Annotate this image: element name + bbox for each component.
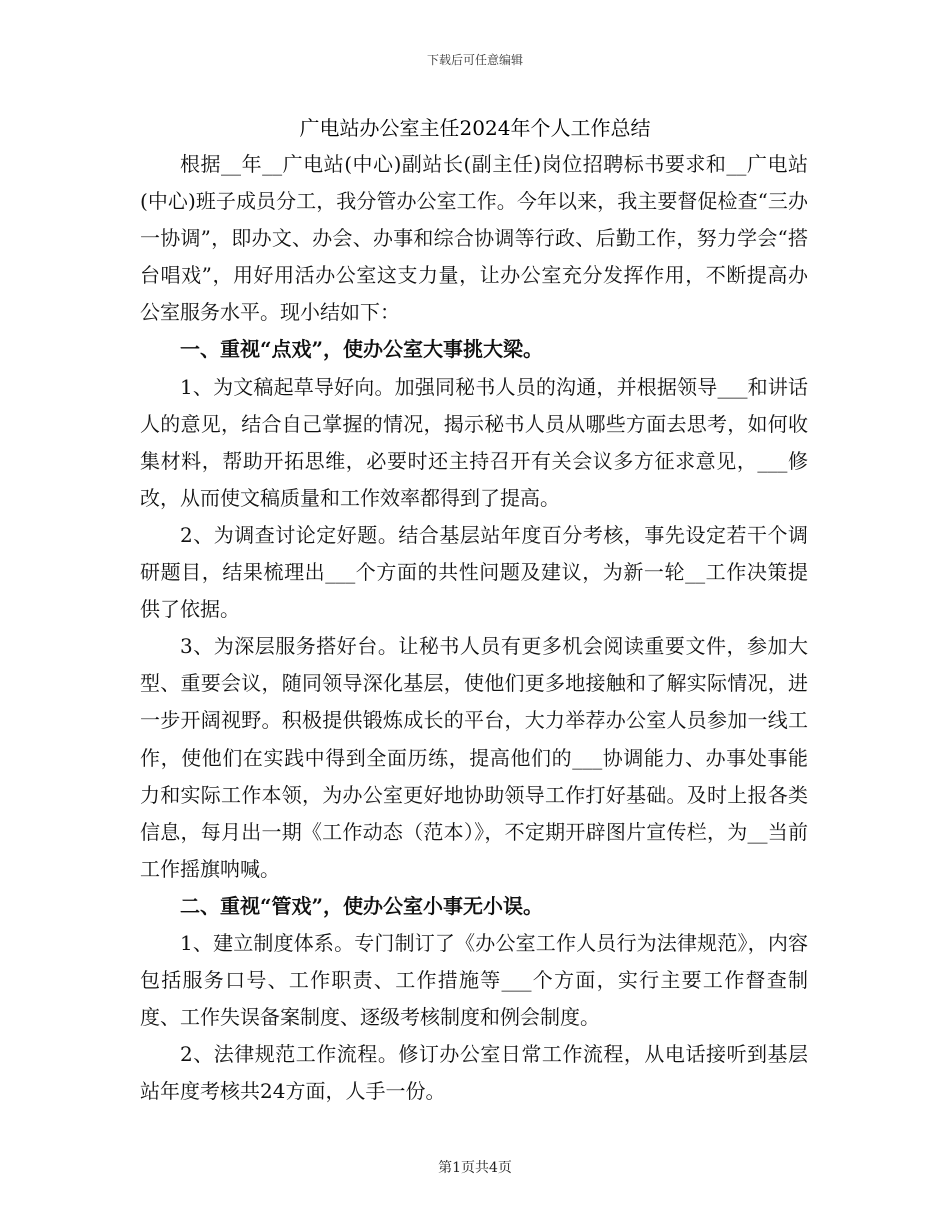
document-body <box>140 146 808 1110</box>
page-header-note: 下载后可任意编辑 <box>426 53 523 67</box>
body-paragraph: 1、为文稿起草导好向。加强同秘书人员的沟通，并根据领导___和讲话人的意见，结合自己掌握的情况，揭示秘书人员从哪些方面去思考，如何收集材料，帮助开拓思维，必要时还主持召开有关会议多方征求意见，___修改，从而使文稿质量和工作效率都得到了提高。 <box>140 374 808 510</box>
section-heading-2: 二、重视“管戏”，使办公室小事无小误。 <box>180 893 544 918</box>
body-paragraph: 1、建立制度体系。专门制订了《办公室工作人员行为法律规范》，内容包括服务口号、工作职责、工作措施等___个方面，实行主要工作督查制度、工作失误备案制度、逐级考核制度和例会制度。 <box>140 930 808 1030</box>
page-number: 第1页共4页 <box>438 1160 512 1176</box>
document-title: 广电站办公室主任2024年个人工作总结 <box>299 116 651 140</box>
intro-paragraph: 根据__年__广电站(中心)副站长(副主任)岗位招聘标书要求和__广电站(中心)班子成员分工，我分管办公室工作。今年以来，我主要督促检查“三办一协调”，即办文、办会、办事和综合协调等行政、后勤工作，努力学会“搭台唱戏”，用好用活办公室这支力量，让办公室充分发挥作用，不断提高办公室服务水平。现小结如下： <box>140 152 808 325</box>
body-paragraph: 2、法律规范工作流程。修订办公室日常工作流程，从电话接听到基层站年度考核共24方面，人手一份。 <box>140 1042 808 1104</box>
section-heading-1: 一、重视“点戏”，使办公室大事挑大梁。 <box>180 337 544 362</box>
body-paragraph: 2、为调查讨论定好题。结合基层站年度百分考核，事先设定若干个调研题目，结果梳理出___个方面的共性问题及建议，为新一轮__工作决策提供了依据。 <box>140 522 808 622</box>
body-paragraph: 3、为深层服务搭好台。让秘书人员有更多机会阅读重要文件，参加大型、重要会议，随同领导深化基层，使他们更多地接触和了解实际情况，进一步开阔视野。积极提供锻炼成长的平台，大力举荐办公室人员参加一线工作，使他们在实践中得到全面历练，提高他们的___协调能力、办事处事能力和实际工作本领，为办公室更好地协助领导工作打好基础。及时上报各类信息，每月出一期《工作动态（范本）》，不定期开辟图片宣传栏，为__当前工作摇旗呐喊。 <box>140 634 808 881</box>
